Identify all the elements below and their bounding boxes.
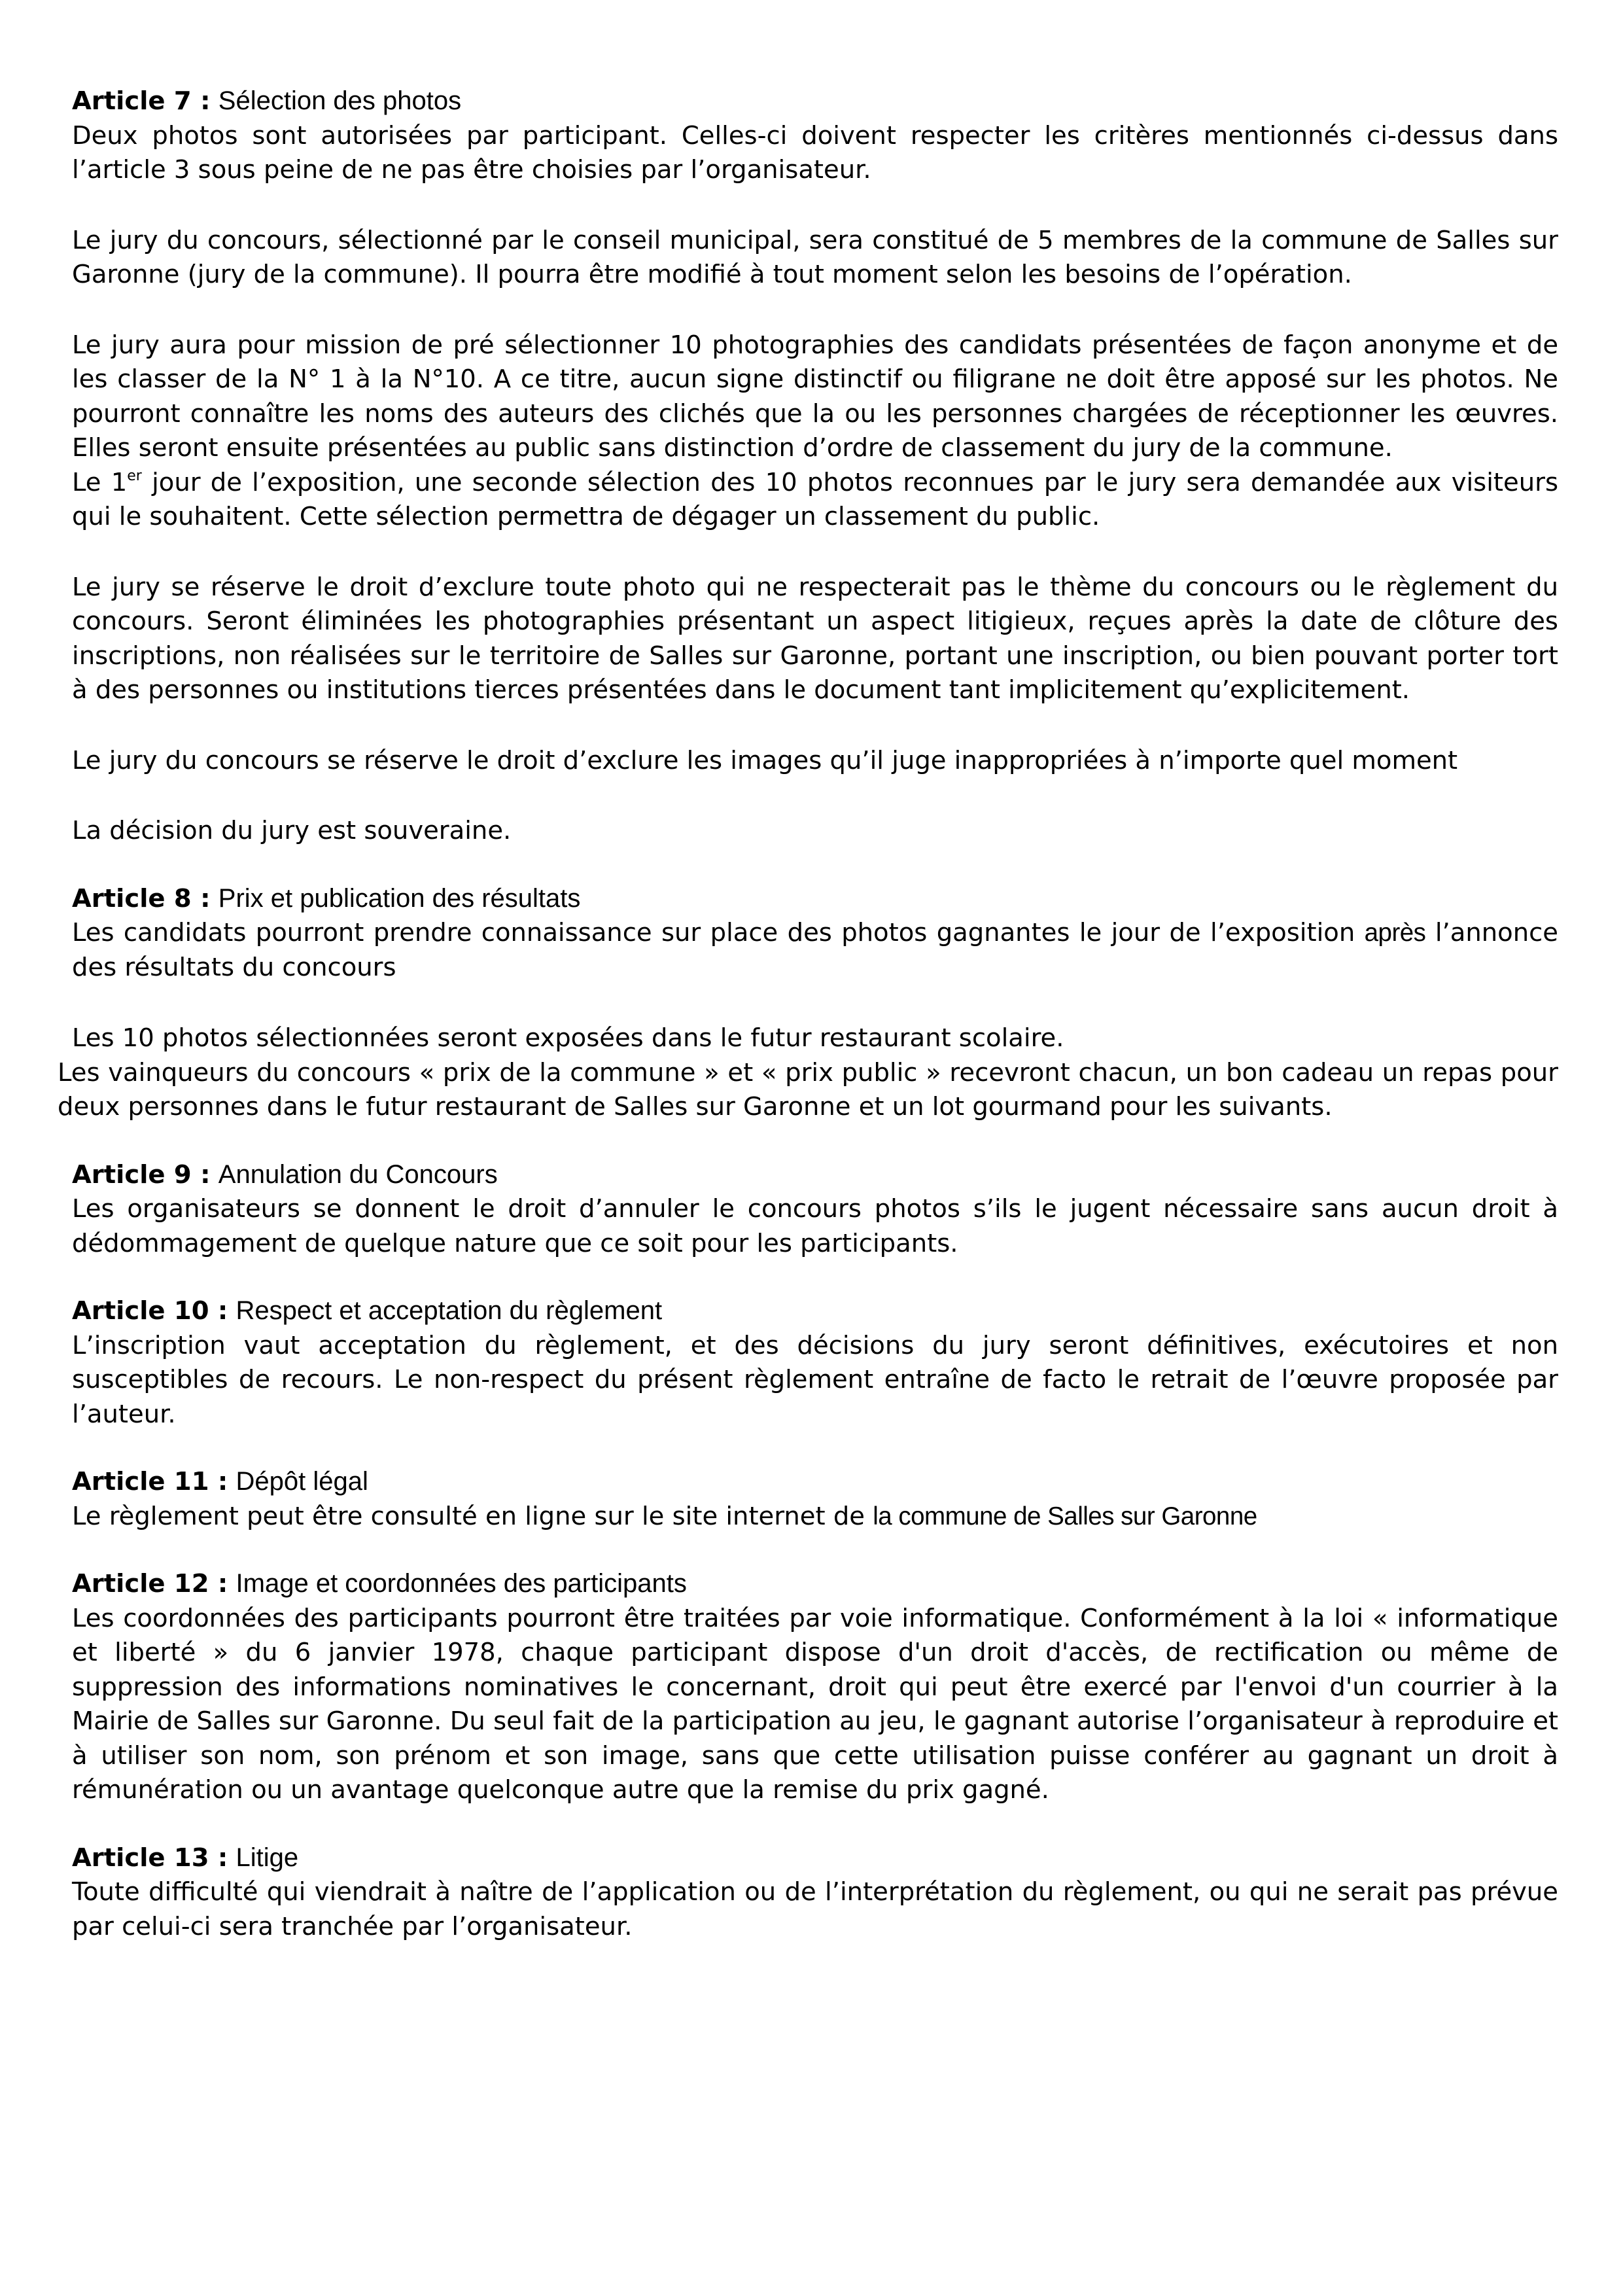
article-7-title: Sélection des photos — [218, 86, 462, 115]
article-8-paragraph-1-word: après — [1364, 919, 1426, 947]
article-8 — [58, 881, 1558, 1125]
article-12-paragraph-1: Les coordonnées des participants pourront être traitées par voie informatique. Conformément à la loi « informatique et liberté » du 6 janvier 1978, chaque participant dispose d'un droit d'accès, de rectification ou même de suppression des informations nominatives le concernant, droit qui peut être exercé par l'envoi d'un courrier à la Mairie de Salles sur Garonne. Du seul fait de la participation au jeu, le gagnant autorise l’organisateur à reproduire et à utiliser son nom, son prénom et son image, sans que cette utilisation puisse conférer au gagnant un droit à rémunération ou un avantage quelconque autre que la remise du prix gagné. — [72, 1603, 1558, 1805]
article-9-heading — [72, 1157, 1558, 1193]
article-11-heading — [72, 1464, 1558, 1500]
ordinal-superscript: er — [127, 467, 142, 484]
article-7 — [72, 84, 1558, 849]
article-10-paragraph-1: L’inscription vaut acceptation du règlement, et des décisions du jury seront définitives, exécutoires et non susceptibles de recours. Le non-respect du présent règlement entraîne de facto le retrait de l’œuvre proposée par l’auteur. — [72, 1330, 1558, 1429]
article-13-title: Litige — [236, 1843, 299, 1872]
article-10-title: Respect et acceptation du règlement — [236, 1296, 663, 1325]
article-12-label: Article 12 : — [72, 1569, 228, 1598]
article-13-paragraph-1: Toute difficulté qui viendrait à naître de l’application ou de l’interprétation du règlement, ou qui ne serait pas prévue par celui-ci sera tranchée par l’organisateur. — [72, 1877, 1558, 1941]
article-7-paragraph-2: Le jury du concours, sélectionné par le conseil municipal, sera constitué de 5 membres de la commune de Salles sur Garonne (jury de la commune). Il pourra être modifié à tout moment selon les besoins de l’opération. — [72, 225, 1558, 289]
article-8-heading — [72, 881, 1558, 917]
article-9-paragraph-1: Les organisateurs se donnent le droit d’annuler le concours photos s’ils le jugent nécessaire sans aucun droit à dédommagement de quelque nature que ce soit pour les participants. — [72, 1194, 1558, 1258]
article-8-paragraph-3: Les vainqueurs du concours « prix de la commune » et « prix public » recevront chacun, un bon cadeau un repas pour deux personnes dans le futur restaurant de Salles sur Garonne et un lot gourmand pour les suivants. — [58, 1057, 1558, 1122]
article-10-heading — [72, 1294, 1558, 1329]
article-7-paragraph-6: Le jury du concours se réserve le droit d’exclure les images qu’il juge inappropriées à n’importe quel moment — [72, 745, 1458, 775]
article-7-paragraph-3: Le jury aura pour mission de pré sélectionner 10 photographies des candidats présentées de façon anonyme et de les classer de la N° 1 à la N°10. A ce titre, aucun signe distinctif ou filigrane ne doit être apposé sur les photos. Ne pourront connaître les noms des auteurs des clichés que la ou les personnes chargées de réceptionner les œuvres. Elles seront ensuite présentées au public sans distinction d’ordre de classement du jury de la commune. — [72, 330, 1558, 463]
article-8-paragraph-1-start: Les candidats pourront prendre connaissance sur place des photos gagnantes le jour de l’exposition — [72, 918, 1365, 947]
article-13-heading — [72, 1841, 1558, 1876]
article-8-paragraph-1 — [72, 916, 1558, 985]
article-7-paragraph-4-rest: jour de l’exposition, une seconde sélection des 10 photos reconnues par le jury sera demandée aux visiteurs qui le souhaitent. Cette sélection permettra de dégager un classement du public. — [72, 467, 1558, 531]
document-body — [58, 84, 1558, 1944]
article-7-paragraph-4-start: Le 1 — [72, 467, 128, 497]
article-12-title: Image et coordonnées des participants — [236, 1569, 687, 1598]
article-11 — [72, 1464, 1558, 1534]
article-11-paragraph-1-rest: la commune de Salles sur Garonne — [873, 1502, 1257, 1530]
article-8-paragraph-2: Les 10 photos sélectionnées seront exposées dans le futur restaurant scolaire. — [72, 1023, 1064, 1053]
article-7-paragraph-5: Le jury se réserve le droit d’exclure toute photo qui ne respecterait pas le thème du concours ou le règlement du concours. Seront éliminées les photographies présentant un aspect litigieux, reçues après la date de clôture des inscriptions, non réalisées sur le territoire de Salles sur Garonne, portant une inscription, ou bien pouvant porter tort à des personnes ou institutions tierces présentées dans le document tant implicitement qu’explicitement. — [72, 572, 1558, 705]
article-8-paragraph-1-rest: l’annonce des résultats du concours — [72, 918, 1558, 982]
article-10 — [72, 1294, 1558, 1432]
article-7-paragraph-1: Deux photos sont autorisées par participant. Celles-ci doivent respecter les critères mentionnés ci-dessus dans l’article 3 sous peine de ne pas être choisies par l’organisateur. — [72, 120, 1558, 185]
article-12-heading — [72, 1566, 1558, 1602]
article-7-heading — [72, 84, 1558, 119]
article-9 — [72, 1157, 1558, 1262]
article-9-label: Article 9 : — [72, 1159, 211, 1190]
article-8-label: Article 8 : — [72, 883, 211, 913]
article-11-paragraph-1 — [72, 1500, 1558, 1534]
article-8-title: Prix et publication des résultats — [218, 883, 581, 913]
article-11-paragraph-1-start: Le règlement peut être consulté en ligne sur le site internet de — [72, 1501, 873, 1531]
article-7-paragraph-7: La décision du jury est souveraine. — [72, 816, 512, 845]
article-10-label: Article 10 : — [72, 1296, 228, 1326]
article-7-label: Article 7 : — [72, 86, 211, 116]
article-11-label: Article 11 : — [72, 1467, 228, 1496]
article-7-paragraph-4 — [72, 466, 1558, 535]
article-13-label: Article 13 : — [72, 1843, 228, 1873]
article-12 — [72, 1566, 1558, 1808]
article-9-title: Annulation du Concours — [218, 1159, 498, 1189]
article-13 — [72, 1841, 1558, 1945]
article-11-title: Dépôt légal — [236, 1467, 368, 1496]
